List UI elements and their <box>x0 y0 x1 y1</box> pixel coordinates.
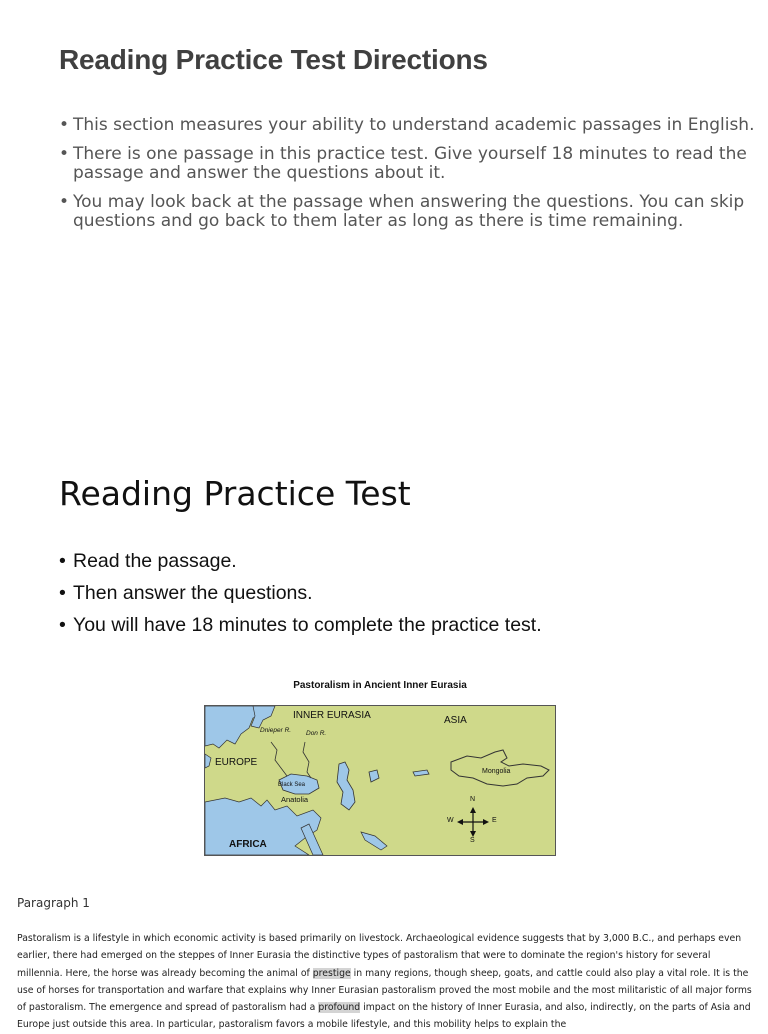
slide-title: Reading Practice Test Directions <box>59 44 488 75</box>
instructions-list <box>58 549 738 645</box>
compass-n-label: N <box>470 796 476 803</box>
map-label-africa: AFRICA <box>229 839 267 850</box>
bullet-item: • You may look back at the passage when answering the questions. You can skip questions and go back to them later as long as there is time remaining. <box>58 193 766 232</box>
map-label-anatolia: Anatolia <box>281 795 309 804</box>
bullet-item: • You will have 18 minutes to complete the practice test. <box>58 613 738 637</box>
passage-text: in many regions, though sheep, goats, and cattle could also play a vital role. It is the use of horses for transportation and warfare that explains why Inner Eurasian pastoralism proved the most mobile and the most militaristic of all major forms of pastoralism. The emergence and spread of pastoralism had a <box>17 967 752 1014</box>
map-title: Pastoralism in Ancient Inner Eurasia <box>293 680 467 691</box>
directions-list <box>58 116 766 241</box>
map-label-black-sea: Black Sea <box>278 782 306 788</box>
compass-s-label: S <box>470 837 475 844</box>
map-label-mongolia: Mongolia <box>482 768 511 775</box>
map-label-dnieper: Dnieper R. <box>260 727 292 734</box>
map-label-inner-eurasia: INNER EURASIA <box>293 710 371 721</box>
passage-text: Pastoralism is a lifestyle in which economic activity is based primarily on livestock. Archaeological evidence suggests that by 3,000 B.C., and perhaps even earlier, there had emerged on the steppes of Inner Eurasia the distinctive types of pastoralism that were to dominate the region's history for several millennia. Here, the horse was already becoming the animal of <box>17 933 742 979</box>
highlighted-word-profound[interactable]: profound <box>318 1002 361 1014</box>
map-illustration <box>205 706 555 855</box>
passage-text: impact on the history of Inner Eurasia, and also, indirectly, on the parts of Asia and Europe just outside this area. In particular, pastoralism favors a mobile lifestyle, and this mobility helps to explain the <box>17 1002 751 1031</box>
paragraph-heading: Paragraph 1 <box>17 896 90 910</box>
map-label-europe: EUROPE <box>215 757 258 768</box>
map-label-asia: ASIA <box>444 715 467 726</box>
bullet-item: • There is one passage in this practice test. Give yourself 18 minutes to read the passage and answer the questions about it. <box>58 145 766 184</box>
map-label-don: Don R. <box>306 730 327 737</box>
compass-e-label: E <box>492 817 497 824</box>
highlighted-word-prestige[interactable]: prestige <box>312 967 351 979</box>
bullet-item: • This section measures your ability to understand academic passages in English. <box>58 116 766 136</box>
slide-title: Reading Practice Test <box>59 474 411 513</box>
passage-paragraph <box>17 930 757 1034</box>
pastoralism-map <box>204 705 556 856</box>
bullet-item: • Then answer the questions. <box>58 581 738 605</box>
compass-w-label: W <box>447 817 454 824</box>
bullet-item: • Read the passage. <box>58 549 738 573</box>
